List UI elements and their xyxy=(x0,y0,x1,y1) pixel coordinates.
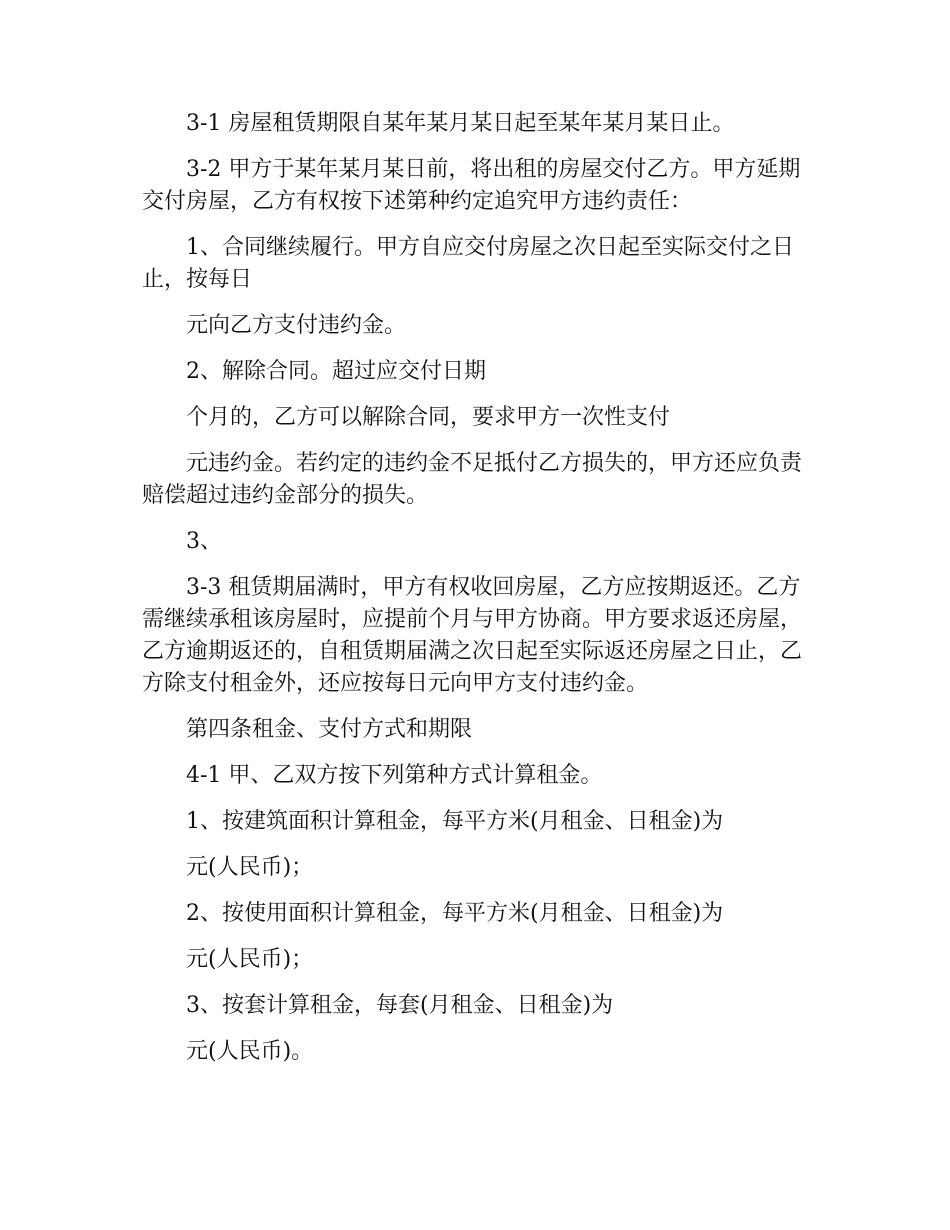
paragraph-3-2: 3-2 甲方于某年某月某日前，将出租的房屋交付乙方。甲方延期交付房屋，乙方有权按下述第种约定追究甲方违约责任： xyxy=(142,157,801,214)
paragraph-item-3: 3、 xyxy=(186,529,222,554)
paragraph-rent-option-3-amount: 元(人民币)。 xyxy=(186,1039,314,1064)
section-heading-article-4: 第四条租金、支付方式和期限 xyxy=(186,717,473,742)
paragraph-item-1: 1、合同继续履行。甲方自应交付房屋之次日起至实际交付之日止，按每日 xyxy=(142,235,794,292)
paragraph-item-2: 2、解除合同。超过应交付日期 xyxy=(186,359,486,384)
document-body xyxy=(142,108,822,1082)
paragraph-rent-option-1-amount: 元(人民币)； xyxy=(186,855,314,880)
paragraph-rent-option-3: 3、按套计算租金，每套(月租金、日租金)为 xyxy=(186,993,614,1018)
paragraph-4-1: 4-1 甲、乙双方按下列第种方式计算租金。 xyxy=(186,763,603,788)
paragraph-rent-option-2-amount: 元(人民币)； xyxy=(186,947,314,972)
paragraph-rent-option-1: 1、按建筑面积计算租金，每平方米(月租金、日租金)为 xyxy=(186,809,724,834)
paragraph-3-3: 3-3 租赁期届满时，甲方有权收回房屋，乙方应按期返还。乙方需继续承租该房屋时，应提前个月与甲方协商。甲方要求返还房屋，乙方逾期返还的，自租赁期届满之次日起至实际返还房屋之日止，乙方除支付租金外，还应按每日元向甲方支付违约金。 xyxy=(142,575,803,696)
paragraph-item-2-months: 个月的，乙方可以解除合同，要求甲方一次性支付 xyxy=(186,405,671,430)
paragraph-item-1-amount: 元向乙方支付违约金。 xyxy=(186,313,407,338)
paragraph-rent-option-2: 2、按使用面积计算租金，每平方米(月租金、日租金)为 xyxy=(186,901,724,926)
paragraph-3-1: 3-1 房屋租赁期限自某年某月某日起至某年某月某日止。 xyxy=(186,111,735,136)
paragraph-item-2-penalty: 元违约金。若约定的违约金不足抵付乙方损失的，甲方还应负责赔偿超过违约金部分的损失。 xyxy=(142,451,803,508)
